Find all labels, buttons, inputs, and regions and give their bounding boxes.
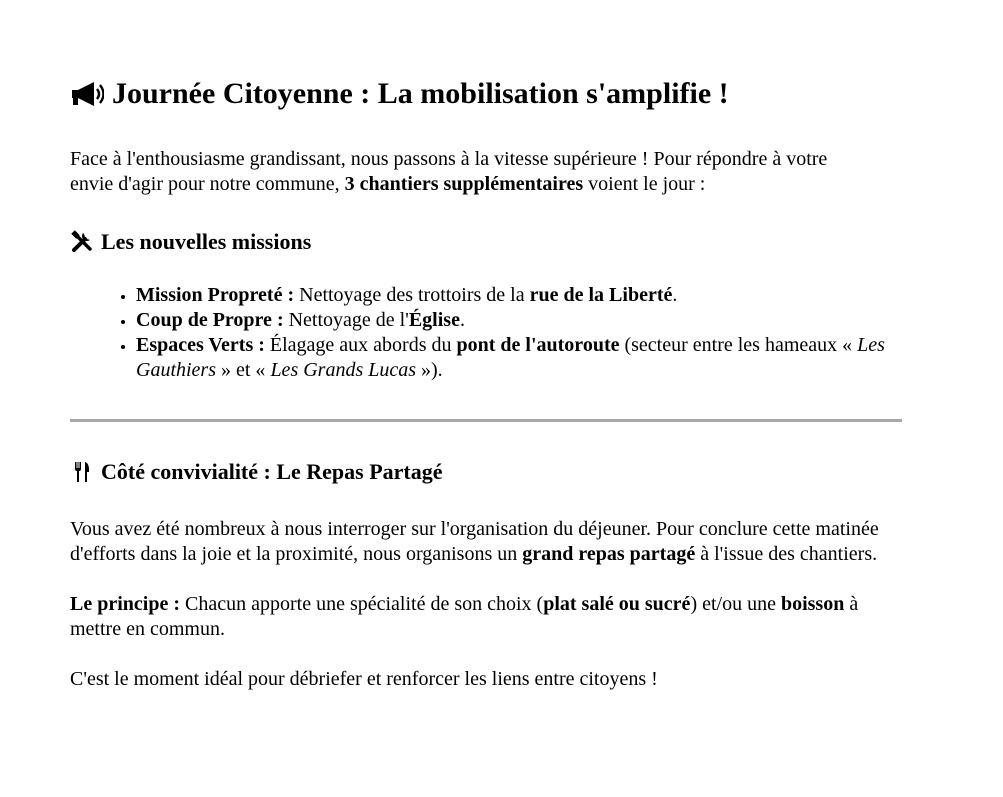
missions-list (70, 283, 902, 383)
megaphone-icon (70, 79, 104, 109)
principe-text: ) et/ou une (690, 593, 781, 615)
section-divider (70, 419, 902, 422)
repas-heading (70, 458, 902, 486)
repas-text-end: à l'issue des chantiers. (695, 543, 878, 565)
repas-heading-text: Côté convivialité : Le Repas Partagé (101, 459, 443, 484)
mission-text: Nettoyage des trottoirs de la (294, 284, 530, 306)
intro-paragraph (70, 147, 870, 197)
repas-text: Vous avez été nombreux à nous interroger sur l'organisation du déjeuner. Pour conclure cette matinée d'efforts dans la joie et la proximité, nous organisons un (70, 518, 879, 565)
hamlet-name: Les Gauthiers (136, 334, 885, 381)
principe-paragraph (70, 592, 890, 642)
mission-label: Coup de Propre : (136, 309, 284, 331)
page-title (70, 0, 902, 114)
hamlet-name: Les Grands Lucas (270, 359, 417, 381)
mission-label: Mission Propreté : (136, 284, 295, 306)
list-item (136, 308, 902, 333)
page-title-text: Journée Citoyenne : La mobilisation s'amplifie ! (112, 77, 729, 110)
principe-text: à mettre en commun. (70, 593, 859, 640)
missions-heading-text: Les nouvelles missions (101, 229, 312, 254)
mission-end: »). (416, 359, 443, 381)
repas-highlight: grand repas partagé (522, 543, 696, 565)
mission-place: Église (408, 309, 460, 331)
mission-label: Espaces Verts : (136, 334, 265, 356)
mission-end: . (672, 284, 678, 306)
missions-heading (70, 228, 902, 256)
intro-highlight: 3 chantiers supplémentaires (344, 173, 584, 195)
tools-icon (70, 230, 94, 254)
intro-text: Face à l'enthousiasme grandissant, nous passons à la vitesse supérieure ! Pour répondre à votre envie d'agir pour notre commune, (70, 148, 828, 195)
intro-text-end: voient le jour : (583, 173, 706, 195)
mission-end: . (459, 309, 465, 331)
repas-paragraph (70, 517, 900, 567)
mission-text: (secteur entre les hameaux « (619, 334, 858, 356)
mission-place: pont de l'autoroute (456, 334, 620, 356)
list-item (136, 333, 902, 383)
principe-highlight: boisson (780, 593, 845, 615)
principe-text: Chacun apporte une spécialité de son choix ( (180, 593, 544, 615)
cutlery-icon (70, 460, 94, 484)
principe-highlight: plat salé ou sucré (543, 593, 691, 615)
mission-place: rue de la Liberté (529, 284, 673, 306)
mission-text: Nettoyage de l' (283, 309, 409, 331)
list-item (136, 283, 902, 308)
mission-text: Élagage aux abords du (264, 334, 457, 356)
mission-text: » et « (216, 359, 271, 381)
closing-paragraph: C'est le moment idéal pour débriefer et renforcer les liens entre citoyens ! (70, 668, 658, 690)
principe-label: Le principe : (70, 593, 180, 615)
